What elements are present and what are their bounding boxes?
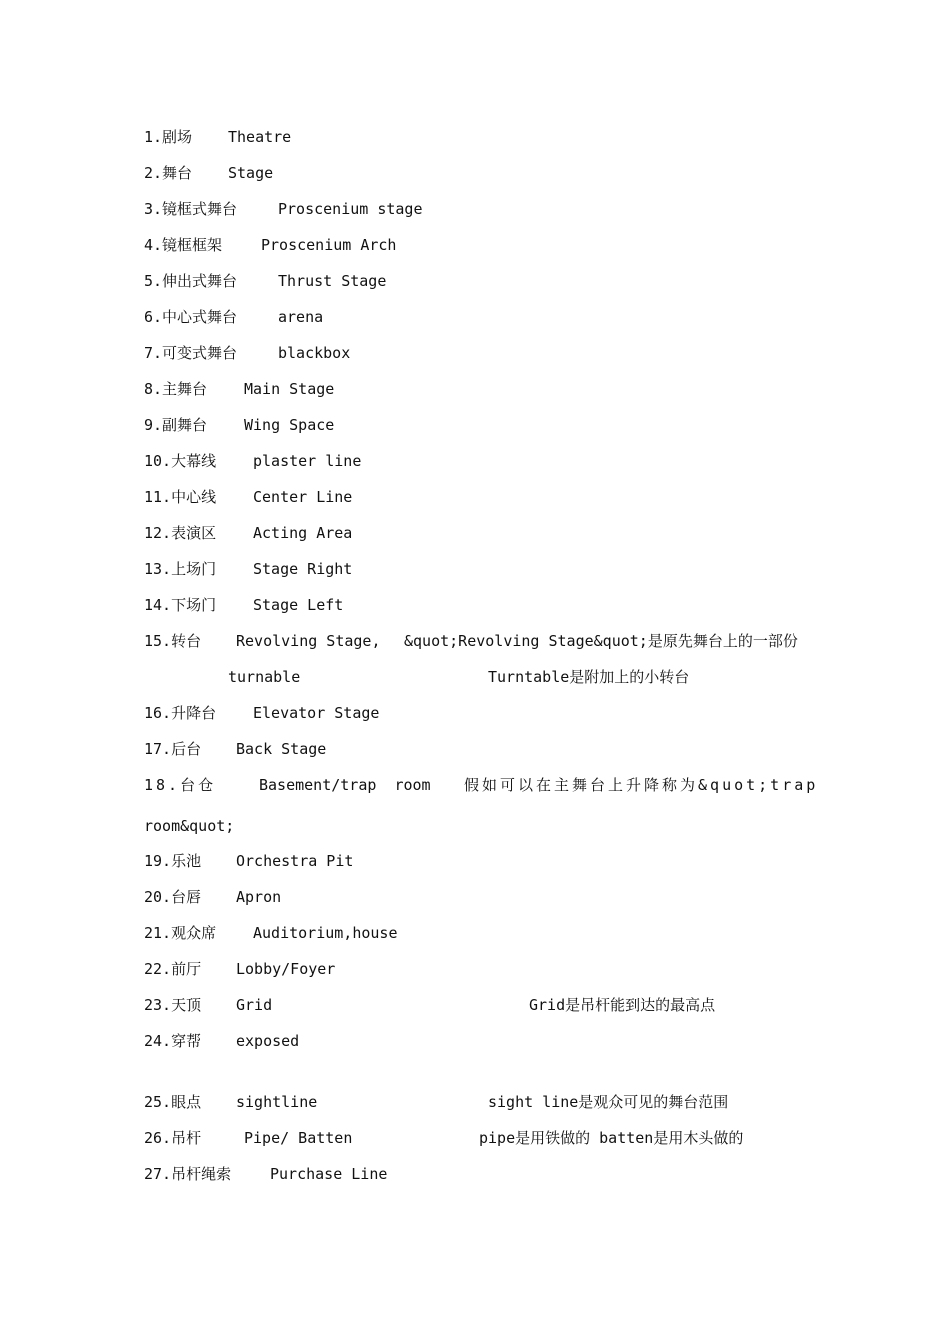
entry-16-en: Elevator Stage xyxy=(253,704,380,722)
entry-1-en: Theatre xyxy=(228,128,292,146)
entry-18-note2: room&quot; xyxy=(144,817,235,835)
entry-12-cn: 12.表演区 xyxy=(144,524,217,542)
entry-22-en: Lobby/Foyer xyxy=(236,960,336,978)
entry-26-note: pipe是用铁做的 batten是用木头做的 xyxy=(479,1129,744,1147)
entry-7-en: blackbox xyxy=(278,344,351,362)
entry-11-en: Center Line xyxy=(253,488,353,506)
entry-8-en: Main Stage xyxy=(244,380,335,398)
entry-6-en: arena xyxy=(278,308,324,326)
entry-23-cn: 23.天顶 xyxy=(144,996,202,1014)
entry-21-en: Auditorium,house xyxy=(253,924,398,942)
entry-14-en: Stage Left xyxy=(253,596,344,614)
entry-17-cn: 17.后台 xyxy=(144,740,202,758)
entry-8-cn: 8.主舞台 xyxy=(144,380,208,398)
entry-2-en: Stage xyxy=(228,164,274,182)
entry-27-en: Purchase Line xyxy=(270,1165,388,1183)
entry-4-cn: 4.镜框框架 xyxy=(144,236,223,254)
entry-3-en: Proscenium stage xyxy=(278,200,423,218)
entry-25-note: sight line是观众可见的舞台范围 xyxy=(488,1093,729,1111)
entry-24-cn: 24.穿帮 xyxy=(144,1032,202,1050)
entry-15-note2: Turntable是附加上的小转台 xyxy=(488,668,690,686)
entry-11-cn: 11.中心线 xyxy=(144,488,217,506)
entry-17-en: Back Stage xyxy=(236,740,327,758)
entry-26-en: Pipe/ Batten xyxy=(244,1129,353,1147)
entry-19-cn: 19.乐池 xyxy=(144,852,202,870)
entry-4-en: Proscenium Arch xyxy=(261,236,397,254)
entry-10-cn: 10.大幕线 xyxy=(144,452,217,470)
entry-9-cn: 9.副舞台 xyxy=(144,416,208,434)
entry-27-cn: 27.吊杆绳索 xyxy=(144,1165,232,1183)
entry-15-cn: 15.转台 xyxy=(144,632,202,650)
entry-13-en: Stage Right xyxy=(253,560,353,578)
entry-9-en: Wing Space xyxy=(244,416,335,434)
entry-7-cn: 7.可变式舞台 xyxy=(144,344,238,362)
entry-14-cn: 14.下场门 xyxy=(144,596,217,614)
entry-5-en: Thrust Stage xyxy=(278,272,387,290)
entry-22-cn: 22.前厅 xyxy=(144,960,202,978)
entry-18-en: Basement/trap room xyxy=(259,776,431,794)
entry-23-note: Grid是吊杆能到达的最高点 xyxy=(529,996,716,1014)
entry-10-en: plaster line xyxy=(253,452,362,470)
entry-1-cn: 1.剧场 xyxy=(144,128,193,146)
entry-15-en: Revolving Stage, xyxy=(236,632,381,650)
entry-20-en: Apron xyxy=(236,888,282,906)
entry-12-en: Acting Area xyxy=(253,524,353,542)
entry-24-en: exposed xyxy=(236,1032,300,1050)
entry-15-en2: turnable xyxy=(228,668,301,686)
entry-5-cn: 5.伸出式舞台 xyxy=(144,272,238,290)
entry-25-cn: 25.眼点 xyxy=(144,1093,202,1111)
entry-6-cn: 6.中心式舞台 xyxy=(144,308,238,326)
entry-20-cn: 20.台唇 xyxy=(144,888,202,906)
entry-18-cn: 18.台仓 xyxy=(144,776,217,794)
entry-13-cn: 13.上场门 xyxy=(144,560,217,578)
entry-3-cn: 3.镜框式舞台 xyxy=(144,200,238,218)
entry-26-cn: 26.吊杆 xyxy=(144,1129,202,1147)
entry-25-en: sightline xyxy=(236,1093,318,1111)
entry-21-cn: 21.观众席 xyxy=(144,924,217,942)
entry-16-cn: 16.升降台 xyxy=(144,704,217,722)
entry-2-cn: 2.舞台 xyxy=(144,164,193,182)
entry-18-note: 假如可以在主舞台上升降称为&quot;trap xyxy=(464,776,819,794)
entry-23-en: Grid xyxy=(236,996,273,1014)
entry-15-note: &quot;Revolving Stage&quot;是原先舞台上的一部份 xyxy=(404,632,798,650)
entry-19-en: Orchestra Pit xyxy=(236,852,354,870)
